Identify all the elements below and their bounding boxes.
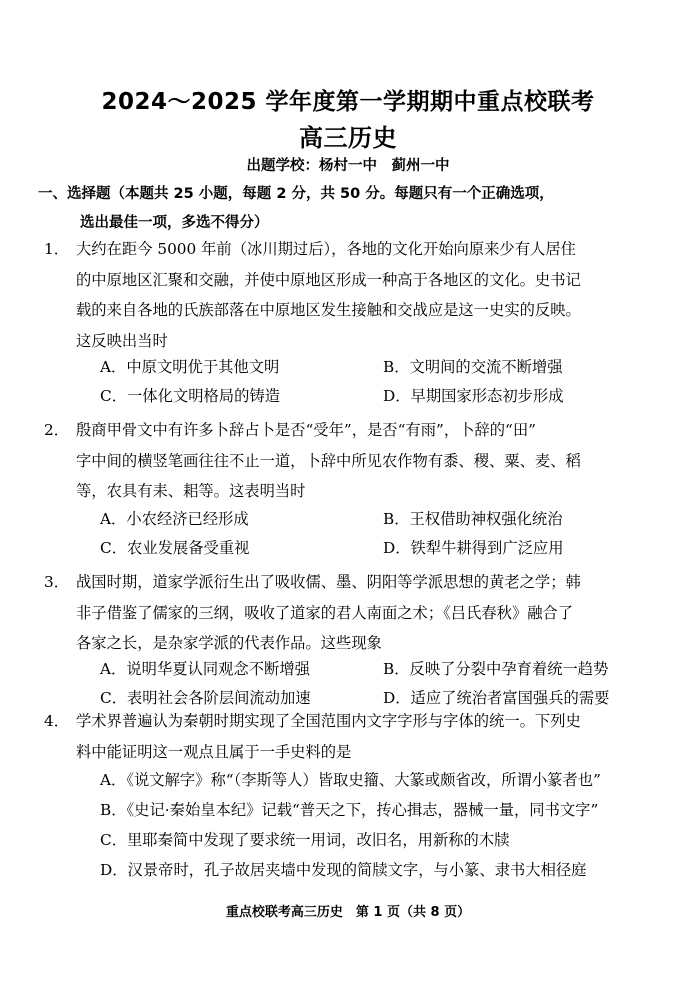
question-4 bbox=[44, 706, 666, 767]
option-c: C．农业发展备受重视 bbox=[100, 539, 250, 557]
question-2 bbox=[44, 415, 666, 507]
page-footer: 重点校联考高三历史 第 1 页（共 8 页） bbox=[225, 905, 471, 920]
option-a: A．小农经济已经形成 bbox=[100, 510, 249, 528]
option-b: B．文明间的交流不断增强 bbox=[383, 358, 563, 376]
question-3 bbox=[44, 567, 666, 659]
option-c: C．表明社会各阶层间流动加速 bbox=[100, 689, 311, 707]
question-stem-line: 的中原地区汇聚和交融，并使中原地区形成一种高于各地区的文化。史书记 bbox=[76, 270, 581, 289]
question-number: 4． bbox=[44, 712, 70, 730]
option-d: D．汉景帝时，孔子故居夹墙中发现的简牍文字，与小篆、隶书大相径庭 bbox=[100, 861, 587, 879]
option-d: D．早期国家形态初步形成 bbox=[383, 387, 564, 405]
question-stem-line: 学术界普遍认为秦朝时期实现了全国范围内文字字形与字体的统一。下列史 bbox=[76, 712, 581, 730]
question-number: 3． bbox=[44, 573, 70, 591]
question-stem-line: 字中间的横竖笔画往往不止一道，卜辞中所见农作物有黍、稷、粟、麦、稻 bbox=[76, 451, 581, 470]
option-b: B．王权借助神权强化统治 bbox=[383, 510, 563, 528]
question-stem-line: 载的来自各地的氏族部落在中原地区发生接触和交战应是这一史实的反映。 bbox=[76, 301, 581, 319]
option-a: A．《说文解字》称“（李斯等人）皆取史籀、大篆或颇省改，所谓小篆者也” bbox=[100, 771, 601, 789]
section-heading-line1: 一、选择题（本题共 25 小题，每题 2 分，共 50 分。每题只有一个正确选项， bbox=[38, 186, 554, 202]
question-stem-line: 战国时期，道家学派衍生出了吸收儒、墨、阴阳等学派思想的黄老之学；韩 bbox=[76, 573, 581, 591]
section-heading bbox=[38, 180, 678, 238]
option-b: B．《史记·秦始皇本纪》记载“普天之下，抟心揖志，器械一量，同书文字” bbox=[100, 801, 599, 819]
question-stem-line: 大约在距今 5000 年前（冰川期过后），各地的文化开始向原来少有人居住 bbox=[76, 240, 576, 258]
question-stem-line: 这反映出当时 bbox=[76, 331, 168, 350]
option-a: A．说明华夏认同观念不断增强 bbox=[100, 660, 310, 678]
section-heading-line2: 选出最佳一项，多选不得分） bbox=[80, 215, 269, 231]
option-d: D．适应了统治者富国强兵的需要 bbox=[383, 689, 610, 707]
option-c: C．里耶秦简中发现了要求统一用词，改旧名，用新称的木牍 bbox=[100, 831, 510, 849]
question-stem-line: 各家之长，是杂家学派的代表作品。这些现象 bbox=[76, 634, 382, 652]
question-stem-line: 殷商甲骨文中有许多卜辞占卜是否“受年”，是否“有雨”，卜辞的“田” bbox=[76, 421, 536, 439]
option-c: C．一体化文明格局的铸造 bbox=[100, 387, 280, 405]
question-stem-line: 等，农具有耒、耜等。这表明当时 bbox=[76, 482, 306, 500]
exam-subject: 高三历史 bbox=[299, 124, 397, 152]
option-d: D．铁犁牛耕得到广泛应用 bbox=[383, 539, 564, 557]
question-stem-line: 料中能证明这一观点且属于一手史料的是 bbox=[76, 742, 352, 761]
question-number: 2． bbox=[44, 421, 70, 439]
option-b: B．反映了分裂中孕育着统一趋势 bbox=[383, 660, 609, 678]
exam-schools: 出题学校：杨村一中 蓟州一中 bbox=[246, 158, 450, 174]
exam-title: 2024～2025 学年度第一学期期中重点校联考 bbox=[101, 89, 595, 115]
question-number: 1． bbox=[44, 240, 70, 258]
question-1 bbox=[44, 234, 666, 356]
question-stem-line: 非子借鉴了儒家的三纲，吸收了道家的君人南面之术；《吕氏春秋》融合了 bbox=[76, 603, 574, 622]
option-a: A．中原文明优于其他文明 bbox=[100, 358, 280, 376]
